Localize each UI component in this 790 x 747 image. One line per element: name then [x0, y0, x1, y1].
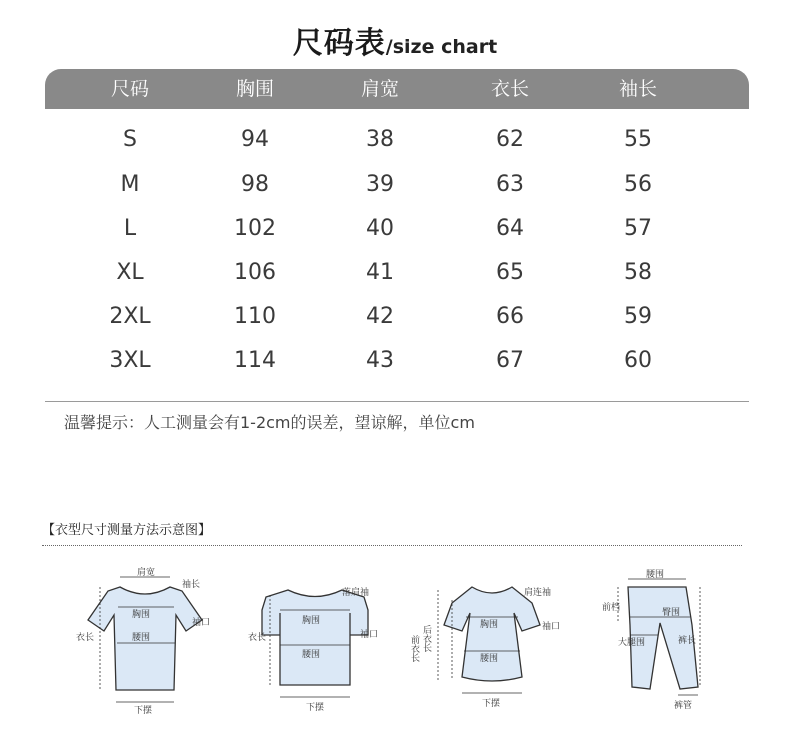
title-sub: /size chart: [385, 36, 498, 58]
label-waist: 腰围: [132, 633, 151, 643]
drop-shoulder-shape: [262, 590, 368, 685]
cell-sleeve: 55: [624, 127, 652, 152]
cell-shoulder: 39: [366, 172, 394, 197]
tshirt-diagram: [70, 565, 220, 715]
dotted-divider: [42, 545, 742, 546]
label-chest: 胸围: [132, 610, 151, 620]
cell-size: 3XL: [109, 348, 151, 373]
figure-raglan: [409, 565, 572, 715]
cell-size: M: [120, 172, 140, 197]
raglan-diagram: [409, 565, 572, 715]
cell-length: 64: [496, 216, 524, 241]
table-row: [45, 251, 749, 295]
label-hem: 下摆: [306, 703, 325, 713]
cell-sleeve: 58: [624, 260, 652, 285]
measurement-note: 温馨提示：人工测量会有1-2cm的误差，望谅解，单位cm: [64, 413, 475, 432]
header-length: 衣长: [490, 78, 529, 100]
cell-size: S: [123, 127, 137, 152]
cell-length: 63: [496, 172, 524, 197]
cell-shoulder: 40: [366, 216, 394, 241]
cell-chest: 102: [234, 216, 276, 241]
table-header: [45, 69, 749, 109]
label-thigh: 大腿围: [618, 638, 646, 648]
raglan-shape: [444, 587, 540, 681]
label-chest: 胸围: [302, 616, 321, 626]
cell-chest: 114: [234, 348, 276, 373]
cell-chest: 98: [241, 172, 269, 197]
diagram-section-title: 【衣型尺寸测量方法示意图】: [42, 523, 212, 538]
header-chest: 胸围: [235, 78, 274, 100]
pants-diagram: [600, 565, 710, 715]
cell-length: 66: [496, 304, 524, 329]
title-main: 尺码表: [292, 26, 386, 61]
cell-sleeve: 57: [624, 216, 652, 241]
label-shoulder: 肩宽: [137, 568, 156, 578]
cell-chest: 110: [234, 304, 276, 329]
table-row: [45, 339, 749, 383]
header-sleeve: 袖长: [618, 78, 657, 100]
cell-length: 62: [496, 127, 524, 152]
label-length: 衣长: [248, 633, 267, 643]
label-cuff: 袖口: [542, 622, 561, 632]
chart-title: [0, 18, 790, 62]
header-size: 尺码: [110, 78, 149, 100]
cell-size: 2XL: [109, 304, 151, 329]
label-pant-length: 裤长: [678, 636, 697, 646]
cell-sleeve: 60: [624, 348, 652, 373]
label-hem: 下摆: [482, 699, 501, 709]
label-back-length: 后衣长: [421, 625, 431, 652]
figure-pants: [600, 565, 710, 715]
label-waist: 腰围: [302, 650, 321, 660]
cell-sleeve: 59: [624, 304, 652, 329]
table-row: [45, 118, 749, 162]
label-front-rise: 前档: [602, 603, 621, 613]
cell-shoulder: 42: [366, 304, 394, 329]
cell-sleeve: 56: [624, 172, 652, 197]
cell-shoulder: 38: [366, 127, 394, 152]
table-row: [45, 163, 749, 207]
label-front-length: 前衣长: [409, 635, 419, 662]
header-shoulder: 肩宽: [360, 78, 399, 100]
label-waist: 腰围: [480, 654, 499, 664]
label-raglan: 肩连袖: [524, 588, 552, 598]
table-row: [45, 295, 749, 339]
label-chest: 胸围: [480, 620, 499, 630]
figure-tshirt: [70, 565, 220, 715]
cell-shoulder: 41: [366, 260, 394, 285]
label-cuff: 袖口: [360, 630, 379, 640]
table-divider: [45, 401, 749, 402]
cell-shoulder: 43: [366, 348, 394, 373]
label-sleeve: 袖长: [182, 580, 201, 590]
label-hem: 下摆: [134, 706, 153, 716]
label-waist: 腰围: [646, 570, 665, 580]
label-hip: 臀围: [662, 608, 681, 618]
label-length: 衣长: [76, 633, 95, 643]
cell-size: XL: [116, 260, 144, 285]
cell-length: 67: [496, 348, 524, 373]
drop-shoulder-diagram: [240, 565, 390, 715]
cell-chest: 94: [241, 127, 269, 152]
table-row: [45, 207, 749, 251]
cell-size: L: [123, 216, 137, 241]
label-cuff: 袖口: [192, 618, 211, 628]
cell-chest: 106: [234, 260, 276, 285]
cell-length: 65: [496, 260, 524, 285]
label-leg-opening: 裤管: [674, 701, 693, 711]
label-drop-sleeve: 落肩袖: [342, 588, 370, 598]
figure-drop-shoulder: [240, 565, 390, 715]
